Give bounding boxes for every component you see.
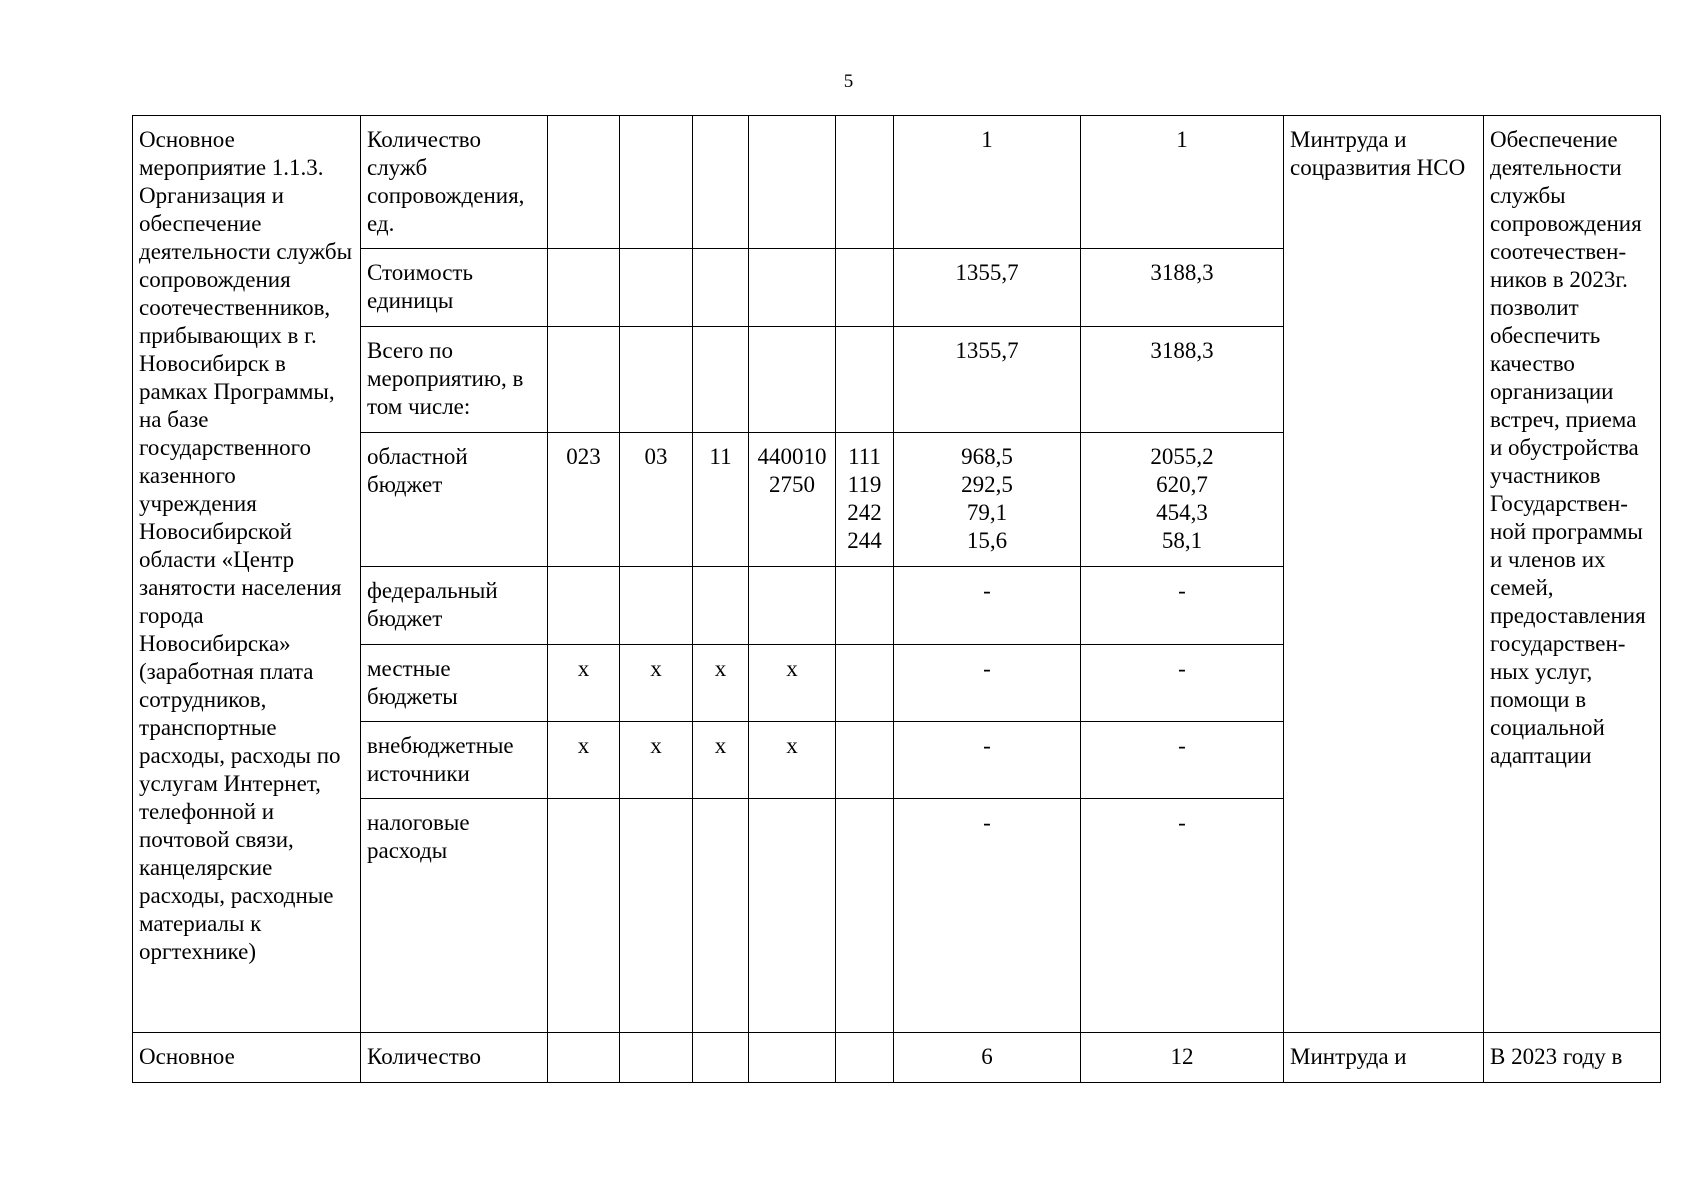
responsible-cell: Минтруда и [1284, 1033, 1484, 1083]
grbs-cell: 023 [548, 433, 620, 567]
csr-cell [749, 116, 836, 249]
vr-cell [836, 327, 894, 433]
rz-cell [620, 799, 693, 1033]
vr-cell: 111 119 242 244 [836, 433, 894, 567]
value-1-cell: 1355,7 [894, 327, 1081, 433]
vr-cell [836, 799, 894, 1033]
indicator-cell: Количество служб сопровождения, ед. [361, 116, 548, 249]
rz-cell [620, 249, 693, 327]
value-1-cell: - [894, 722, 1081, 799]
pr-cell [693, 567, 749, 645]
measure-label-cell: Основное [133, 1033, 361, 1083]
indicator-cell: Количество [361, 1033, 548, 1083]
vr-cell [836, 567, 894, 645]
vr-cell [836, 116, 894, 249]
page-number: 5 [843, 71, 854, 92]
pr-cell: х [693, 722, 749, 799]
indicator-cell: внебюджетные источники [361, 722, 548, 799]
indicator-cell: Всего по мероприятию, в том числе: [361, 327, 548, 433]
vr-cell [836, 249, 894, 327]
grbs-cell: х [548, 645, 620, 722]
csr-cell [749, 567, 836, 645]
result-cell: Обеспечение деятельности службы сопровождения соотечествен-ников в 2023г. позволит обеспечить качество организации встреч, приема и обустройства участников Государствен-ной программы и членов их семей, предоставления государствен-ных услуг, помощи в социальной адаптации [1484, 116, 1661, 1033]
rz-cell [620, 567, 693, 645]
csr-cell [749, 327, 836, 433]
pr-cell [693, 116, 749, 249]
program-measures-table [132, 115, 1661, 1083]
vr-cell [836, 722, 894, 799]
grbs-cell [548, 567, 620, 645]
rz-cell [620, 116, 693, 249]
value-1-cell: 1355,7 [894, 249, 1081, 327]
table-row [133, 1033, 1661, 1083]
grbs-cell [548, 116, 620, 249]
grbs-cell [548, 799, 620, 1033]
csr-cell: 440010 2750 [749, 433, 836, 567]
rz-cell [620, 327, 693, 433]
result-cell: В 2023 году в [1484, 1033, 1661, 1083]
value-2-cell: 2055,2 620,7 454,3 58,1 [1081, 433, 1284, 567]
rz-cell: х [620, 645, 693, 722]
pr-cell [693, 799, 749, 1033]
value-1-cell: 968,5 292,5 79,1 15,6 [894, 433, 1081, 567]
pr-cell: 11 [693, 433, 749, 567]
value-2-cell: - [1081, 567, 1284, 645]
csr-cell: х [749, 645, 836, 722]
pr-cell [693, 327, 749, 433]
table-row [133, 116, 1661, 249]
value-1-cell: 6 [894, 1033, 1081, 1083]
csr-cell [749, 1033, 836, 1083]
value-2-cell: 12 [1081, 1033, 1284, 1083]
grbs-cell: х [548, 722, 620, 799]
grbs-cell [548, 327, 620, 433]
value-1-cell: 1 [894, 116, 1081, 249]
vr-cell [836, 645, 894, 722]
value-1-cell: - [894, 799, 1081, 1033]
csr-cell: х [749, 722, 836, 799]
pr-cell [693, 1033, 749, 1083]
indicator-cell: налоговые расходы [361, 799, 548, 1033]
value-2-cell: - [1081, 799, 1284, 1033]
indicator-cell: местные бюджеты [361, 645, 548, 722]
responsible-cell: Минтруда и соцразвития НСО [1284, 116, 1484, 1033]
value-2-cell: 3188,3 [1081, 249, 1284, 327]
value-2-cell: 1 [1081, 116, 1284, 249]
rz-cell [620, 1033, 693, 1083]
value-2-cell: 3188,3 [1081, 327, 1284, 433]
grbs-cell [548, 1033, 620, 1083]
value-1-cell: - [894, 567, 1081, 645]
rz-cell: х [620, 722, 693, 799]
rz-cell: 03 [620, 433, 693, 567]
indicator-cell: федеральный бюджет [361, 567, 548, 645]
grbs-cell [548, 249, 620, 327]
value-1-cell: - [894, 645, 1081, 722]
value-2-cell: - [1081, 645, 1284, 722]
pr-cell [693, 249, 749, 327]
measure-label-cell: Основное мероприятие 1.1.3. Организация и обеспечение деятельности службы сопровождения соотечественников, прибывающих в г. Новосибирск в рамках Программы, на базе государственного казенного учреждения Новосибирской области «Центр занятости населения города Новосибирска» (заработная плата сотрудников, транспортные расходы, расходы по услугам Интернет, телефонной и почтовой связи, канцелярские расходы, расходные материалы к оргтехнике) [133, 116, 361, 1033]
vr-cell [836, 1033, 894, 1083]
csr-cell [749, 799, 836, 1033]
csr-cell [749, 249, 836, 327]
indicator-cell: Стоимость единицы [361, 249, 548, 327]
pr-cell: х [693, 645, 749, 722]
value-2-cell: - [1081, 722, 1284, 799]
indicator-cell: областной бюджет [361, 433, 548, 567]
